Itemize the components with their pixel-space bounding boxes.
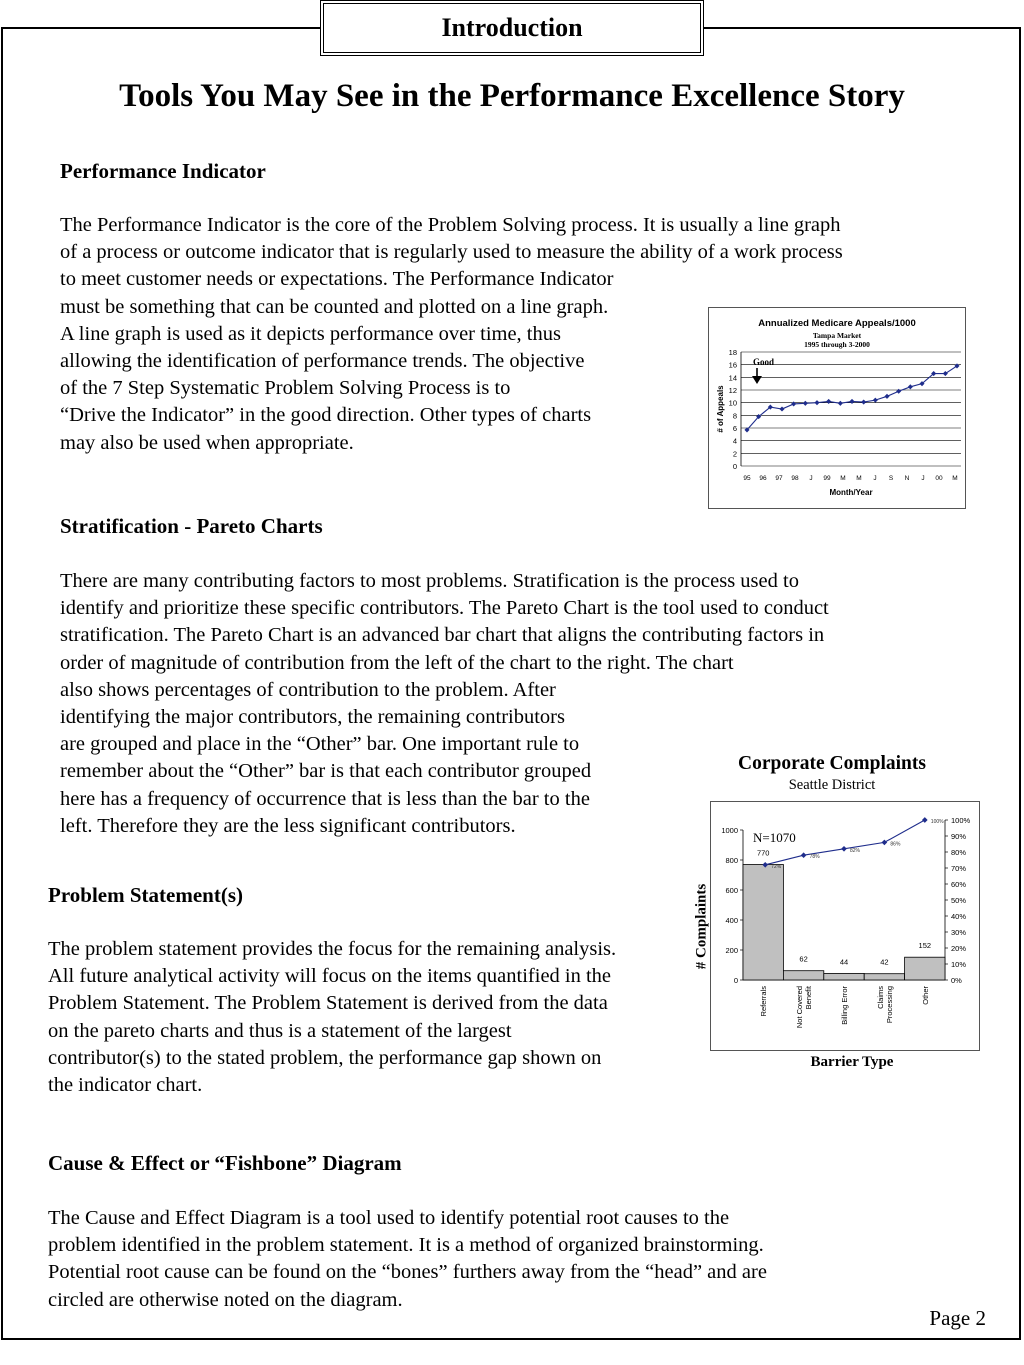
cumulative-label: 86% bbox=[890, 841, 901, 848]
x-tick-label: M bbox=[856, 475, 862, 482]
pareto-title: Corporate Complaints bbox=[738, 753, 926, 774]
paragraph-line: to meet customer needs or expectations. The Performance Indicator bbox=[60, 268, 614, 291]
x-tick-label: M bbox=[952, 475, 958, 482]
y2-tick-label: 0% bbox=[951, 976, 962, 985]
fishbone-paragraph bbox=[48, 1205, 767, 1314]
line-chart bbox=[709, 308, 965, 508]
y2-tick-label: 60% bbox=[951, 880, 967, 889]
pareto-chart-box bbox=[710, 801, 980, 1051]
data-point bbox=[873, 398, 878, 403]
y-tick-label: 6 bbox=[732, 424, 737, 433]
x-tick-label: J bbox=[809, 475, 813, 482]
data-point bbox=[838, 401, 843, 406]
stratification-heading: Stratification - Pareto Charts bbox=[60, 514, 323, 538]
pareto-ylabel-wrap bbox=[680, 860, 720, 1000]
paragraph-line: contributor(s) to the stated problem, the performance gap shown on bbox=[48, 1046, 602, 1069]
y-tick-label: 1000 bbox=[721, 826, 738, 835]
data-point bbox=[826, 399, 831, 404]
data-point bbox=[779, 406, 784, 411]
paragraph-line: There are many contributing factors to most problems. Stratification is the process used to bbox=[60, 570, 799, 592]
y2-tick-label: 20% bbox=[951, 944, 967, 953]
paragraph-line: of a process or outcome indicator that is regularly used to measure the ability of a work process bbox=[60, 241, 843, 264]
cumulative-point bbox=[922, 817, 928, 823]
bar bbox=[743, 865, 783, 981]
category-label: Referrals bbox=[759, 986, 769, 1017]
data-point bbox=[908, 384, 913, 389]
bar-value-label: 62 bbox=[799, 954, 808, 964]
paragraph-line: are grouped and place in the “Other” bar. One important rule to bbox=[60, 733, 580, 756]
paragraph-line: Problem Statement. The Problem Statement is derived from the data bbox=[48, 992, 608, 1015]
paragraph-line: The problem statement provides the focus for the remaining analysis. bbox=[48, 938, 617, 960]
category-label: Other bbox=[920, 986, 930, 1005]
pareto-chart bbox=[711, 802, 979, 1050]
y2-tick-label: 30% bbox=[951, 928, 967, 937]
pareto-ylabel: # Complaints bbox=[693, 883, 710, 970]
y-tick-label: 2 bbox=[732, 449, 737, 459]
x-tick-label: S bbox=[888, 475, 894, 482]
paragraph-line: problem identified in the problem statement. It is a method of organized brainstorming. bbox=[48, 1234, 764, 1257]
problem-paragraph bbox=[48, 936, 616, 1099]
y-tick-label: 16 bbox=[728, 360, 737, 370]
y-tick-label: 18 bbox=[728, 348, 737, 357]
bar-value-label: 44 bbox=[839, 957, 849, 967]
category-label: Billing Error bbox=[840, 986, 849, 1025]
cumulative-label: 100% bbox=[930, 819, 944, 825]
paragraph-line: the indicator chart. bbox=[48, 1074, 203, 1097]
page-title: Tools You May See in the Performance Excellence Story bbox=[119, 78, 905, 114]
data-point bbox=[849, 399, 854, 404]
paragraph-line: Potential root cause can be found on the “bones” furthers away from the “head” and are bbox=[48, 1261, 767, 1284]
y-tick-label: 600 bbox=[725, 886, 738, 895]
y2-tick-label: 40% bbox=[951, 912, 967, 921]
y2-tick-label: 100% bbox=[951, 816, 971, 825]
n-annotation: N=1070 bbox=[753, 830, 796, 845]
paragraph-line: The Cause and Effect Diagram is a tool used to identify potential root causes to the bbox=[48, 1207, 730, 1229]
line-chart-box bbox=[708, 307, 966, 509]
x-tick-label: 95 bbox=[743, 475, 751, 482]
fishbone-heading: Cause & Effect or “Fishbone” Diagram bbox=[48, 1151, 402, 1175]
series-line bbox=[747, 366, 957, 430]
y-tick-label: 0 bbox=[733, 976, 738, 985]
x-tick-label: 98 bbox=[791, 475, 799, 482]
good-annotation: Good bbox=[753, 357, 775, 367]
paragraph-line: identify and prioritize these specific contributors. The Pareto Chart is the tool used to conduct bbox=[60, 597, 829, 620]
bar-value-label: 152 bbox=[918, 941, 932, 951]
y2-tick-label: 50% bbox=[951, 896, 967, 905]
paragraph-line: on the pareto charts and thus is a statement of the largest bbox=[48, 1019, 512, 1042]
bar-value-label: 42 bbox=[880, 957, 889, 967]
category-label: Processing bbox=[884, 986, 894, 1024]
data-point bbox=[803, 401, 808, 406]
category-label: Benefit bbox=[804, 986, 814, 1010]
paragraph-line: stratification. The Pareto Chart is an advanced bar chart that aligns the contributing factors in bbox=[60, 624, 825, 647]
paragraph-line: identifying the major contributors, the remaining contributors bbox=[60, 706, 565, 729]
cumulative-point bbox=[841, 846, 847, 852]
paragraph-line: circled are otherwise noted on the diagram. bbox=[48, 1288, 403, 1311]
paragraph-line: A line graph is used as it depicts performance over time, thus bbox=[60, 322, 561, 345]
paragraph-line: allowing the identification of performance trends. The objective bbox=[60, 350, 585, 373]
cumulative-point bbox=[801, 852, 807, 858]
x-tick-label: J bbox=[873, 475, 877, 482]
paragraph-line: left. Therefore they are the less significant contributors. bbox=[60, 814, 516, 837]
x-tick-label: N bbox=[904, 475, 910, 482]
paragraph-line: remember about the “Other” bar is that each contributor grouped bbox=[60, 760, 592, 783]
line-chart-subtitle: 1995 through 3-2000 bbox=[804, 340, 870, 349]
x-tick-label: J bbox=[921, 475, 925, 482]
y2-tick-label: 10% bbox=[951, 960, 967, 969]
performance-heading: Performance Indicator bbox=[60, 159, 266, 183]
x-tick-label: M bbox=[840, 475, 846, 482]
cumulative-label: 72% bbox=[771, 863, 782, 870]
line-chart-title: Annualized Medicare Appeals/1000 bbox=[758, 318, 916, 329]
category-label: Not Covered bbox=[795, 986, 805, 1029]
paragraph-line: of the 7 Step Systematic Problem Solving Process is to bbox=[60, 377, 511, 400]
y-tick-label: 200 bbox=[725, 946, 738, 955]
paragraph-line: The Performance Indicator is the core of the Problem Solving process. It is usually a line graph bbox=[60, 214, 841, 236]
data-point bbox=[814, 400, 819, 405]
paragraph-line: “Drive the Indicator” in the good direction. Other types of charts bbox=[60, 404, 592, 427]
line-chart-xlabel: Month/Year bbox=[829, 488, 873, 497]
paragraph-line: All future analytical activity will focus on the items quantified in the bbox=[48, 965, 612, 988]
data-point bbox=[884, 394, 889, 399]
paragraph-line: order of magnitude of contribution from the left of the chart to the right. The chart bbox=[60, 651, 734, 674]
stratification-paragraph bbox=[60, 568, 829, 840]
paragraph-line: may also be used when appropriate. bbox=[60, 431, 354, 454]
y-tick-label: 12 bbox=[728, 386, 737, 395]
paragraph-line: here has a frequency of occurrence that is less than the bar to the bbox=[60, 787, 590, 810]
page-number: Page 2 bbox=[929, 1306, 986, 1330]
data-point bbox=[896, 389, 901, 394]
cumulative-label: 82% bbox=[850, 847, 861, 854]
bar bbox=[905, 957, 945, 980]
bar bbox=[864, 974, 904, 980]
bar-value-label: 770 bbox=[756, 848, 770, 858]
x-tick-label: 99 bbox=[823, 475, 831, 482]
cumulative-point bbox=[882, 840, 888, 846]
line-chart-ylabel: # of Appeals bbox=[716, 385, 725, 433]
x-tick-label: 97 bbox=[775, 475, 783, 482]
data-point bbox=[791, 401, 796, 406]
paragraph-line: also shows percentages of contribution to the problem. After bbox=[60, 678, 556, 701]
good-arrow-head bbox=[752, 376, 762, 384]
category-label: Claims bbox=[875, 986, 885, 1009]
x-tick-label: 00 bbox=[935, 475, 943, 482]
paragraph-line: must be something that can be counted and plotted on a line graph. bbox=[60, 295, 609, 318]
section-tab: Introduction bbox=[320, 0, 704, 56]
y2-tick-label: 90% bbox=[951, 832, 967, 841]
cumulative-label: 78% bbox=[809, 854, 820, 861]
y-tick-label: 4 bbox=[732, 436, 737, 446]
x-tick-label: 96 bbox=[759, 475, 767, 482]
pareto-xlabel: Barrier Type bbox=[810, 1054, 894, 1070]
y-tick-label: 0 bbox=[732, 462, 737, 471]
pareto-subtitle: Seattle District bbox=[788, 777, 876, 793]
bar bbox=[783, 971, 823, 980]
y-tick-label: 800 bbox=[725, 856, 738, 865]
bar bbox=[824, 973, 864, 980]
y-tick-label: 10 bbox=[728, 398, 737, 408]
y2-tick-label: 80% bbox=[951, 848, 967, 857]
problem-heading: Problem Statement(s) bbox=[48, 883, 243, 907]
data-point bbox=[861, 399, 866, 404]
y-tick-label: 400 bbox=[725, 916, 738, 925]
y-tick-label: 8 bbox=[732, 411, 737, 421]
line-chart-subtitle: Tampa Market bbox=[812, 331, 862, 340]
y2-tick-label: 70% bbox=[951, 864, 967, 873]
y-tick-label: 14 bbox=[728, 373, 737, 383]
